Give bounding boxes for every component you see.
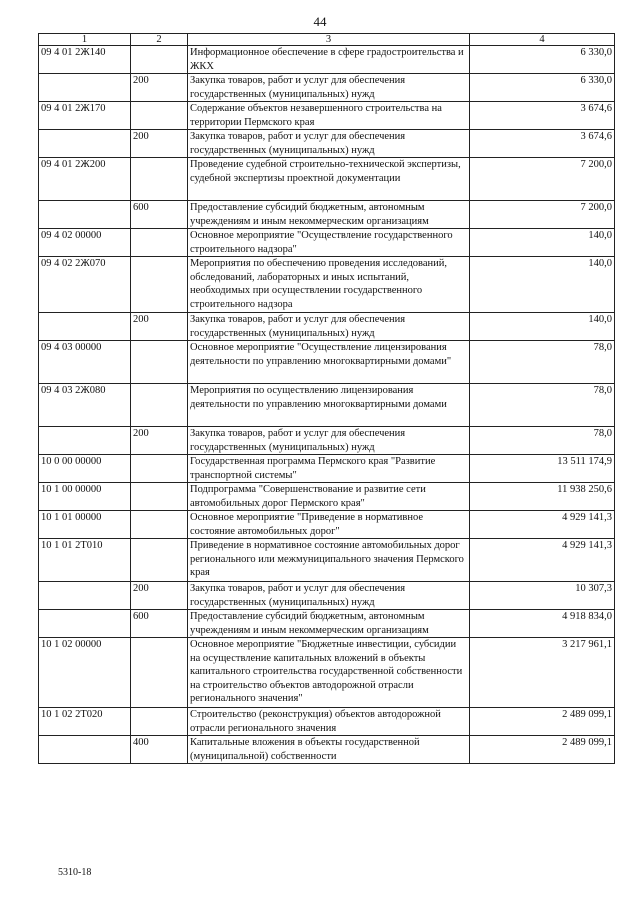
row-amount: 7 200,0	[470, 158, 615, 201]
table-row	[39, 341, 615, 384]
row-expense-type: 200	[131, 313, 188, 341]
page-number: 44	[313, 14, 327, 29]
row-code: 09 4 01 2Ж140	[39, 46, 131, 74]
budget-table	[38, 33, 615, 764]
row-amount: 11 938 250,6	[470, 483, 615, 511]
row-code: 10 1 01 00000	[39, 511, 131, 539]
row-name: Капитальные вложения в объекты государственной (муниципальной) собственности	[188, 736, 470, 764]
row-amount: 3 217 961,1	[470, 638, 615, 708]
row-code: 10 0 00 00000	[39, 455, 131, 483]
column-header-expense-type: 2	[131, 34, 188, 46]
row-amount: 6 330,0	[470, 74, 615, 102]
table-row	[39, 638, 615, 708]
row-amount: 4 918 834,0	[470, 610, 615, 638]
row-amount: 3 674,6	[470, 130, 615, 158]
table-row	[39, 582, 615, 610]
row-name: Информационное обеспечение в сфере градостроительства и ЖКХ	[188, 46, 470, 74]
row-name: Закупка товаров, работ и услуг для обеспечения государственных (муниципальных) нужд	[188, 130, 470, 158]
row-amount: 7 200,0	[470, 201, 615, 229]
row-expense-type	[131, 455, 188, 483]
row-expense-type: 400	[131, 736, 188, 764]
row-amount: 78,0	[470, 427, 615, 455]
row-name: Мероприятия по осуществлению лицензирования деятельности по управлению многоквартирными домами	[188, 384, 470, 427]
row-code	[39, 582, 131, 610]
table-row	[39, 74, 615, 102]
row-name: Подпрограмма "Совершенствование и развитие сети автомобильных дорог Пермского края"	[188, 483, 470, 511]
table-row	[39, 384, 615, 427]
row-expense-type	[131, 539, 188, 582]
row-expense-type: 600	[131, 201, 188, 229]
table-row	[39, 427, 615, 455]
row-name: Закупка товаров, работ и услуг для обеспечения государственных (муниципальных) нужд	[188, 582, 470, 610]
row-amount: 78,0	[470, 384, 615, 427]
table-row	[39, 736, 615, 764]
row-code: 09 4 03 00000	[39, 341, 131, 384]
row-name: Государственная программа Пермского края "Развитие транспортной системы"	[188, 455, 470, 483]
row-name: Предоставление субсидий бюджетным, автономным учреждениям и иным некоммерческим организациям	[188, 201, 470, 229]
row-code	[39, 610, 131, 638]
row-code	[39, 74, 131, 102]
column-header-code: 1	[39, 34, 131, 46]
row-expense-type	[131, 384, 188, 427]
row-name: Предоставление субсидий бюджетным, автономным учреждениям и иным некоммерческим организациям	[188, 610, 470, 638]
row-expense-type: 200	[131, 427, 188, 455]
row-expense-type	[131, 158, 188, 201]
row-expense-type: 200	[131, 74, 188, 102]
table-row	[39, 46, 615, 74]
row-name: Основное мероприятие "Приведение в нормативное состояние автомобильных дорог"	[188, 511, 470, 539]
row-expense-type: 200	[131, 130, 188, 158]
table-row	[39, 130, 615, 158]
row-name: Закупка товаров, работ и услуг для обеспечения государственных (муниципальных) нужд	[188, 74, 470, 102]
row-expense-type	[131, 341, 188, 384]
row-amount: 13 511 174,9	[470, 455, 615, 483]
row-code: 10 1 02 2Т020	[39, 708, 131, 736]
table-header-row	[39, 34, 615, 46]
row-name: Содержание объектов незавершенного строительства на территории Пермского края	[188, 102, 470, 130]
row-expense-type: 600	[131, 610, 188, 638]
row-name: Закупка товаров, работ и услуг для обеспечения государственных (муниципальных) нужд	[188, 313, 470, 341]
row-expense-type: 200	[131, 582, 188, 610]
row-name: Проведение судебной строительно-технической экспертизы, судебной экспертизы проектной документации	[188, 158, 470, 201]
table-row	[39, 539, 615, 582]
table-row	[39, 455, 615, 483]
row-expense-type	[131, 638, 188, 708]
row-amount: 4 929 141,3	[470, 511, 615, 539]
row-code: 10 1 02 00000	[39, 638, 131, 708]
row-expense-type	[131, 46, 188, 74]
row-code	[39, 736, 131, 764]
row-amount: 3 674,6	[470, 102, 615, 130]
row-expense-type	[131, 229, 188, 257]
row-code: 09 4 02 2Ж070	[39, 257, 131, 313]
row-amount: 78,0	[470, 341, 615, 384]
row-expense-type	[131, 708, 188, 736]
row-code: 10 1 00 00000	[39, 483, 131, 511]
row-amount: 10 307,3	[470, 582, 615, 610]
table-row	[39, 610, 615, 638]
row-expense-type	[131, 257, 188, 313]
table-row	[39, 257, 615, 313]
row-expense-type	[131, 483, 188, 511]
row-amount: 140,0	[470, 229, 615, 257]
row-expense-type	[131, 511, 188, 539]
table-row	[39, 158, 615, 201]
row-code	[39, 201, 131, 229]
document-code: 5310-18	[58, 867, 92, 878]
row-code: 09 4 01 2Ж170	[39, 102, 131, 130]
row-name: Основное мероприятие "Бюджетные инвестиции, субсидии на осуществление капитальных вложений в объекты капитального строительства государственной собственности на строительство объектов автодорожной отрасли регионального значения"	[188, 638, 470, 708]
row-name: Приведение в нормативное состояние автомобильных дорог регионального или межмуниципального значения Пермского края	[188, 539, 470, 582]
table-row	[39, 313, 615, 341]
row-code	[39, 427, 131, 455]
table-row	[39, 483, 615, 511]
row-name: Основное мероприятие "Осуществление государственного строительного надзора"	[188, 229, 470, 257]
table-row	[39, 102, 615, 130]
table-row	[39, 511, 615, 539]
row-name: Строительство (реконструкция) объектов автодорожной отрасли регионального значения	[188, 708, 470, 736]
row-name: Закупка товаров, работ и услуг для обеспечения государственных (муниципальных) нужд	[188, 427, 470, 455]
row-amount: 4 929 141,3	[470, 539, 615, 582]
table-row	[39, 708, 615, 736]
row-code: 10 1 01 2Т010	[39, 539, 131, 582]
row-expense-type	[131, 102, 188, 130]
row-code: 09 4 03 2Ж080	[39, 384, 131, 427]
row-amount: 6 330,0	[470, 46, 615, 74]
row-amount: 2 489 099,1	[470, 708, 615, 736]
column-header-amount: 4	[470, 34, 615, 46]
row-name: Основное мероприятие "Осуществление лицензирования деятельности по управлению многоквартирными домами"	[188, 341, 470, 384]
table-row	[39, 229, 615, 257]
column-header-name: 3	[188, 34, 470, 46]
row-amount: 140,0	[470, 257, 615, 313]
row-code	[39, 313, 131, 341]
row-code: 09 4 02 00000	[39, 229, 131, 257]
row-code	[39, 130, 131, 158]
table-row	[39, 201, 615, 229]
row-amount: 2 489 099,1	[470, 736, 615, 764]
row-name: Мероприятия по обеспечению проведения исследований, обследований, лабораторных и иных испытаний, необходимых при осуществлении государственного строительного надзора	[188, 257, 470, 313]
row-code: 09 4 01 2Ж200	[39, 158, 131, 201]
row-amount: 140,0	[470, 313, 615, 341]
